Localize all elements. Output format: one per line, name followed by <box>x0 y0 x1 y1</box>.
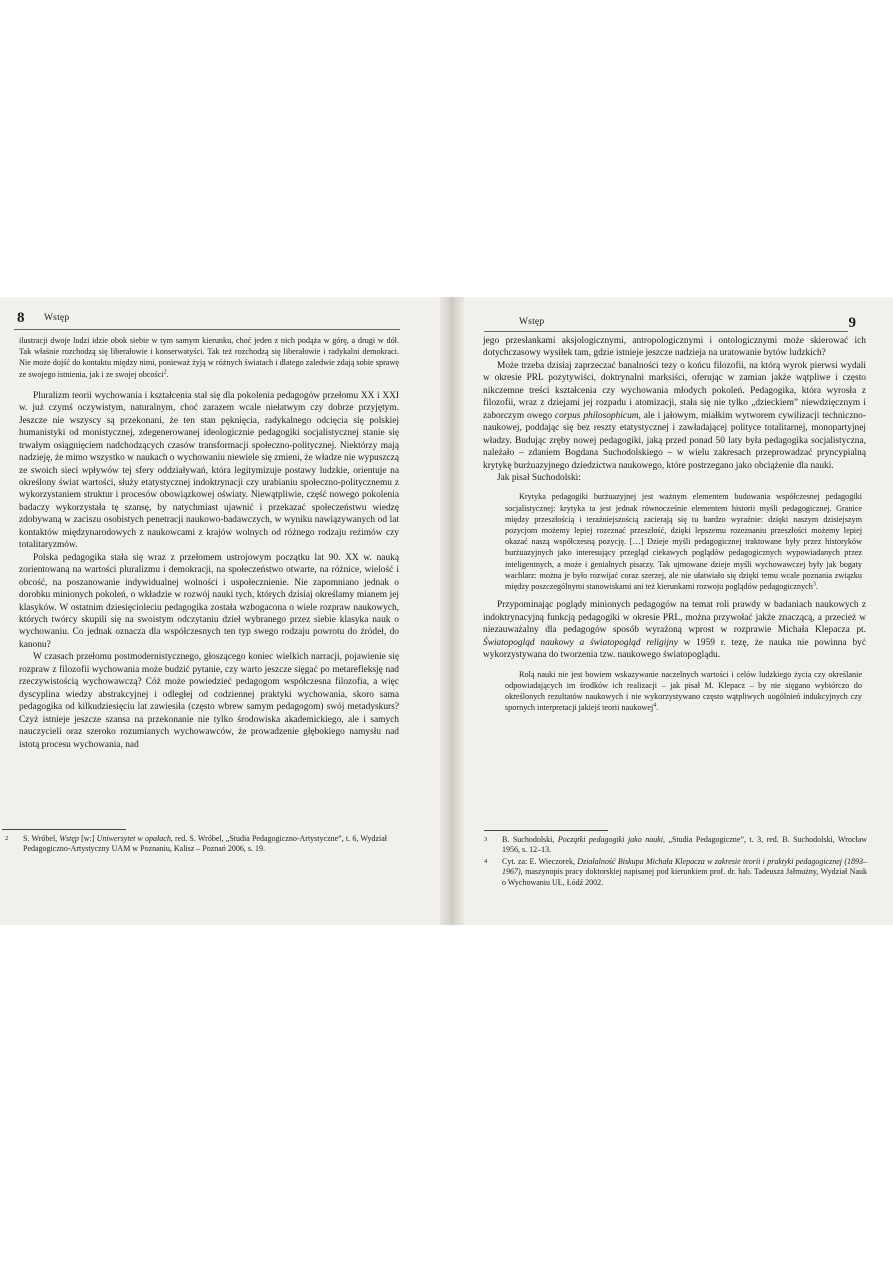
running-head: Wstęp <box>44 313 70 323</box>
left-page <box>0 297 440 925</box>
header-rule <box>14 329 400 330</box>
footnote-ref: 2 <box>163 368 167 375</box>
footnote: 4 Cyt. za: E. Wieczorek, Działalność Biskupa Michała Klepacza w zakresie teorii i praktyki pedagogicznej (1893–1967), maszynopis pracy doktorskiej napisanej pod kierunkiem prof. dr. hab. Tadeusza Jałmużny, Wydział Nauk o Wychowaniu UŁ, Łódź 2002. <box>484 856 867 887</box>
footnotes <box>4 834 387 855</box>
footnote: 2 S. Wróbel, Wstęp [w:] Uniwersytet w opałach, red. S. Wróbel, „Studia Pedagogiczno-Artystyczne”, t. 6, Wydział Pedagogiczno-Artystyczny UAM w Poznaniu, Kalisz – Poznań 2006, s. 19. <box>5 834 388 854</box>
footnote-ref: 3 <box>812 581 816 588</box>
page-number: 9 <box>848 315 856 331</box>
block-quote: Rolą nauki nie jest bowiem wskazywanie naczelnych wartości i celów ludzkiego życia czy określanie odpowiadających im środków ich realizacji – jak pisał M. Klepacz – by nie sięgano wybiórczo do określonych rezultatów naukowych i nie wykorzystywano często wątpliwych uogólnień indukcyjnych czy spornych interpretacji jakiejś teorii naukowej$^4$. <box>505 669 862 713</box>
footnote-rule <box>2 829 126 830</box>
text-column <box>19 335 399 751</box>
paragraph: Polska pedagogika stała się wraz z przełomem ustrojowym początku lat 90. XX w. nauką zorientowaną na wartości pluralizmu i demokracji, na społeczeństwo otwarte, na różnice, wielość i obcość, na poszanowanie indywidualnej wolności i uspołecznienie. Nie zapomniano jednak o dorobku minionych pokoleń, o wkładzie w rozwój nauki tych, których dzisiaj określamy mianem jej klasyków. W ostatnim dziesięcioleciu pedagogika została wzbogacona o wiele rozpraw naukowych, których twórcy skupili się na swoistym odczytaniu dzieł wybranego przez siebie klasyka nauk o wychowaniu. Co jednak oznacza dla współczesnych ten typ swego rodzaju powrotu do źródeł, do kanonu? <box>19 552 399 650</box>
footnote-rule <box>484 830 608 831</box>
right-page <box>464 297 893 925</box>
footnote-ref: 4 <box>653 702 657 709</box>
paragraph: Jak pisał Suchodolski: <box>497 472 581 483</box>
book-gutter <box>440 297 464 925</box>
quote-continuation: ilustracji dwoje ludzi idzie obok siebie w tym samym kierunku, choć jeden z nich podąża w górę, a drugi w dół. Tak właśnie rozchodzą się liberałowie i konserwatyści. Tak też rozchodzą się liberałowie i radykalni demokraci. Nie może dojść do kontaktu między nimi, ponieważ żyją w różnych światach i dlatego zaledwie zdają sobie sprawę ze swojego istnienia, jak i ze swojej obcości$^2$. <box>19 336 399 379</box>
header-rule <box>484 331 848 332</box>
footnote: 3 B. Suchodolski, Początki pedagogiki jako nauki, „Studia Pedagogiczne”, t. 3, red. B. Suchodolski, Wrocław 1956, s. 12–13. <box>484 835 867 855</box>
paragraph: Pluralizm teorii wychowania i kształcenia stał się dla pokolenia pedagogów przełomu XX i XXI w. już czymś oczywistym, naturalnym, choć zarazem wcale niełatwym czy dobrze przyjętym. Jeszcze nie wszyscy są przekonani, że ten stan pęknięcia, radykalnego odcięcia się polskiej humanistyki od monistycznej, zdegenerowanej ideologicznie pedagogiki socjalistycznej stanie się trwałym osiągnięciem nadchodzących czasów transformacji społeczno-politycznej. Niektórzy mają nadzieję, że mimo wszystko w naukach o wychowaniu niewiele się zmieni, że władze nie wypuszczą ze swoich sieci wpływów tej sfery oddziaływań, która legitymizuje postawy ludzkie, orientuje na określony świat wartości, służy etatystycznej indoktrynacji czy urabianiu społeczno-politycznemu z wykorzystaniem struktur i procesów obowiązkowej oświaty. Niewątpliwie, część nowego pokolenia badaczy wykorzystała tę szansę, by natychmiast ujawnić i przekazać społeczeństwu wiedzę zdobywaną w zaciszu osobistych penetracji naukowo-badawczych, w wyniku nawiązywanych od lat kontaktów międzynarodowych z naukowcami z krajów wolnych od różnego rodzaju reżimów czy totalitaryzmów. <box>19 390 399 551</box>
page-number: 8 <box>17 310 25 326</box>
block-quote: Krytyka pedagogiki burżuazyjnej jest ważnym elementem budowania współczesnej pedagogiki socjalistycznej: krytyka ta jest jednak równocześnie elementem historii myśli pedagogicznej. Granice między przeszłością i teraźniejszością zacierają się tu bardzo wyraźnie: dzięki naszym dzisiejszym pozycjom możemy lepiej rozeznać przeszłość, dzięki lepszemu rozeznaniu przeszłości możemy lepiej okazać naszą współczesną pozycję. […] Dzieje myśli pedagogicznej traktowane były przez historyków burżuazyjnych jako interesujący przegląd ciekawych poglądów pedagogicznych wypowiadanych przez inteligentnych, a może i genialnych pisarzy. Tak ujmowane dzieje myśli wychowawczej były jak bogaty wachlarz: można je było rozwijać coraz szerzej, ale nie ułatwiało się dzięki temu wcale poznania związku między poszczególnymi stanowiskami ani też kierunkami rozwoju poglądów pedagogicznych$^3$. <box>505 492 862 592</box>
paragraph: jego przesłankami aksjologicznymi, antropologicznymi i ontologicznymi może skierować ich dotychczasowy wysiłek tam, gdzie istnieje jeszcze nadzieja na uratowanie bytów ludzkich? <box>483 336 866 359</box>
paragraph: Przypominając poglądy minionych pedagogów na temat roli prawdy w badaniach naukowych z indoktrynacyjną funkcją pedagogiki w okresie PRL, można przywołać jakże znaczącą, a przecież w niezauważalny dla pedagogów sposób wyrażoną wprost w rozprawie Michała Klepacza pt. Światopogląd naukowy a światopogląd religijny w 1959 r. tezę, że nauka nie powinna być wykorzystywana do tworzenia tzw. naukowego światopoglądu. <box>483 600 866 661</box>
running-head: Wstęp <box>519 317 545 327</box>
text-column <box>483 335 866 713</box>
paragraph: Może trzeba dzisiaj zaprzeczać banalności tezy o końcu filozofii, na którą wyrok pierwsi wydali w okresie PRL pozytywiści, doktrynalni marksiści, oferując w zamian jakże wątpliwe i często nikczemne treści kształcenia czy wychowania młodych pokoleń. Pedagogika, która wyrosła z filozofii, wraz z dziejami jej rozpadu i atomizacji, stała się nie tylko „dzieckiem” niewdzięcznym i zaborczym owego corpus philosophicum, ale i jałowym, miałkim wytworem cywilizacji techniczno-naukowej, poddając się bez reszty etatystycznej i zawładającej polityce totalitarnej, monopartyjnej władzy. Budując zręby nowej pedagogiki, jaką przed ponad 50 laty była pedagogika socjalistyczna, należało – zdaniem Bogdana Suchodolskiego – w wielu zakresach przeprowadzać pryncypialną krytykę burżuazyjnego dziedzictwa naukowego, które postrzegano jako obciążenie dla nauki. <box>483 360 866 471</box>
footnotes <box>483 835 867 888</box>
paragraph: W czasach przełomu postmodernistycznego, głoszącego koniec wielkich narracji, pojawienie się rozpraw z filozofii wychowania może budzić pytanie, czy warto jeszcze sięgać po metarefleksję nad rzeczywistością wychowawczą? Cóż może powiedzieć pedagogom współczesna filozofia, a więc dyscyplina wiedzy abstrakcyjnej i odległej od codziennej praktyki wychowania, skoro sama pedagogika od kilkudziesięciu lat zawiesiła (często wbrew samym pedagogom) swój metadyskurs? Czyż istnieje jeszcze szansa na przekonanie nie tylko środowiska akademickiego, ale i samych nauczycieli oraz szeroko rozumianych wychowawców, że prowadzenie głębokiego namysłu nad istotą procesu wychowania, nad <box>19 652 399 750</box>
